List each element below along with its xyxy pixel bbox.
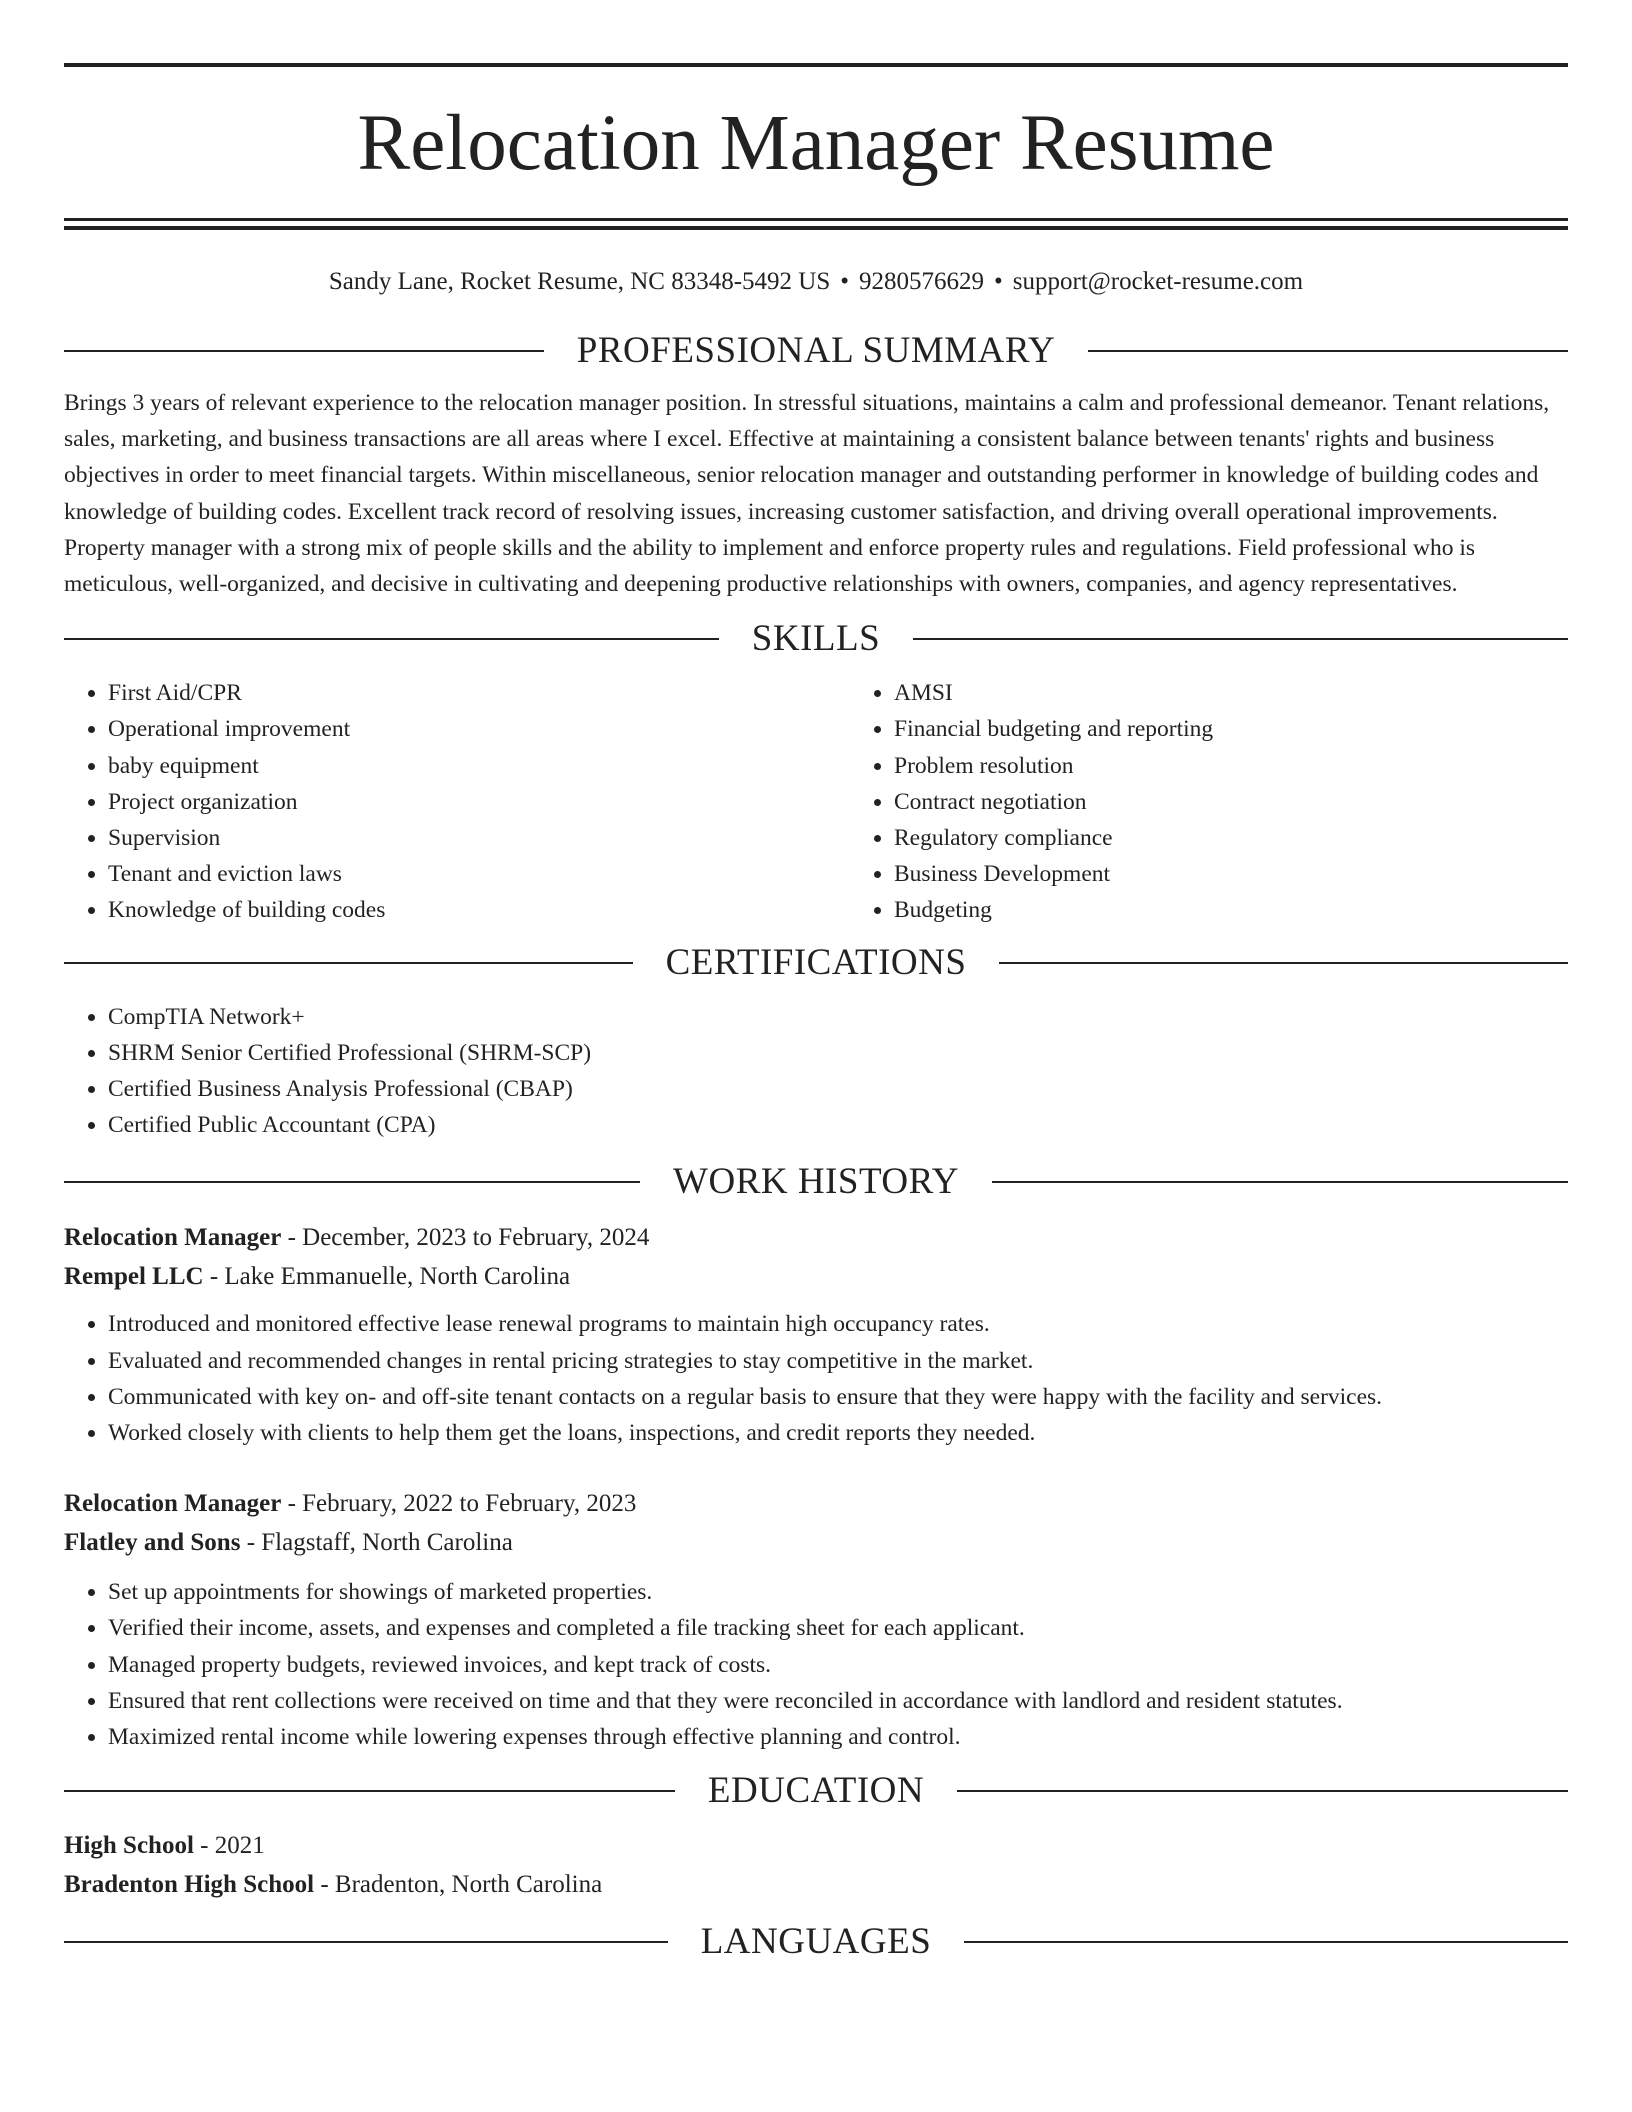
contact-separator: • (994, 268, 1003, 295)
list-item: • Maximized rental income while lowering expenses through effective planning and control. (108, 1719, 1568, 1755)
top-rule (64, 63, 1568, 67)
contact-phone: 9280576629 (859, 268, 985, 295)
heading-rule (999, 962, 1568, 964)
certifications-list (64, 999, 1568, 1144)
heading-rule (1088, 350, 1568, 352)
education-year: - 2021 (193, 1832, 265, 1860)
section-title: CERTIFICATIONS (665, 941, 967, 983)
heading-rule (64, 638, 719, 640)
heading-rule (992, 1181, 1568, 1183)
education-heading (64, 1767, 1568, 1815)
skills-heading (64, 615, 1568, 663)
skills-right-column (850, 675, 1632, 928)
heading-rule (64, 1181, 640, 1183)
contact-email: support@rocket-resume.com (1012, 268, 1304, 295)
section-title: SKILLS (751, 618, 881, 660)
list-item: • Verified their income, assets, and expenses and completed a file tracking sheet for each applicant. (108, 1610, 1568, 1646)
heading-rule (957, 1790, 1568, 1792)
education-school: Bradenton High School (64, 1871, 315, 1899)
list-item: • Set up appointments for showings of marketed properties. (108, 1574, 1568, 1610)
title-double-rule (64, 218, 1568, 230)
section-title: WORK HISTORY (673, 1161, 959, 1203)
education-location: - Bradenton, North Carolina (314, 1871, 603, 1899)
summary-heading (64, 327, 1568, 375)
list-item: • Operational improvement (108, 711, 850, 747)
job-location: - Flagstaff, North Carolina (240, 1529, 513, 1557)
education-degree: High School (64, 1832, 194, 1860)
section-title: LANGUAGES (700, 1921, 932, 1963)
list-item: • First Aid/CPR (108, 675, 850, 711)
resume-title: Relocation Manager Resume (357, 100, 1275, 187)
list-item: • Worked closely with clients to help them get the loans, inspections, and credit reports they needed. (108, 1415, 1568, 1451)
heading-rule (964, 1941, 1568, 1943)
list-item: • Supervision (108, 820, 850, 856)
list-item: • Ensured that rent collections were received on time and that they were reconciled in accordance with landlord and resident statutes. (108, 1683, 1568, 1719)
heading-rule (64, 1790, 675, 1792)
list-item: • Communicated with key on- and off-site tenant contacts on a regular basis to ensure that they were happy with the facility and services. (108, 1379, 1568, 1415)
list-item: • Managed property budgets, reviewed invoices, and kept track of costs. (108, 1647, 1568, 1683)
job-title-line (64, 1484, 1568, 1523)
languages-heading (64, 1918, 1568, 1966)
job-location: - Lake Emmanuelle, North Carolina (203, 1263, 571, 1291)
list-item: • Tenant and eviction laws (108, 856, 850, 892)
job-company-line (64, 1257, 1568, 1296)
education-school-line (64, 1865, 1568, 1904)
education-entry (64, 1826, 1568, 1904)
job-dates: - February, 2022 to February, 2023 (281, 1490, 637, 1518)
contact-line (64, 266, 1568, 298)
heading-rule (64, 1941, 668, 1943)
skills-left-column (64, 675, 850, 928)
job-company-line (64, 1523, 1568, 1562)
work-history-heading (64, 1158, 1568, 1206)
job-company: Flatley and Sons (64, 1529, 241, 1557)
list-item: • AMSI (894, 675, 1632, 711)
list-item: • Evaluated and recommended changes in rental pricing strategies to stay competitive in the market. (108, 1343, 1568, 1379)
list-item: • Certified Business Analysis Professional (CBAP) (108, 1071, 1568, 1107)
job-entry (64, 1484, 1568, 1755)
list-item: • Certified Public Accountant (CPA) (108, 1107, 1568, 1143)
list-item: • SHRM Senior Certified Professional (SHRM-SCP) (108, 1035, 1568, 1071)
list-item: • Project organization (108, 784, 850, 820)
section-title: PROFESSIONAL SUMMARY (576, 330, 1056, 371)
job-entry (64, 1218, 1568, 1451)
resume-page (64, 0, 1568, 1966)
education-degree-line (64, 1826, 1568, 1865)
list-item: • Business Development (894, 856, 1632, 892)
certifications-heading (64, 939, 1568, 987)
list-item: • Financial budgeting and reporting (894, 711, 1632, 747)
list-item: • Budgeting (894, 892, 1632, 928)
skills-list (64, 675, 1568, 928)
job-title: Relocation Manager (64, 1490, 282, 1518)
list-item: • Contract negotiation (894, 784, 1632, 820)
contact-address: Sandy Lane, Rocket Resume, NC 83348-5492 US (328, 268, 831, 295)
job-bullets (64, 1306, 1568, 1451)
job-bullets (64, 1574, 1568, 1755)
contact-separator: • (840, 268, 850, 295)
summary-text: Brings 3 years of relevant experience to the relocation manager position. In stressful situations, maintains a calm and professional demeanor. Tenant relations, sales, marketing, and business transactions are all areas where I excel. Effective at maintaining a consistent balance between tenants' rights and business objectives in order to meet financial targets. Within miscellaneous, senior relocation manager and outstanding performer in knowledge of building codes and knowledge of building codes. Excellent track record of resolving issues, increasing customer satisfaction, and driving overall operational improvements. Property manager with a strong mix of people skills and the ability to implement and enforce property rules and regulations. Field professional who is meticulous, well-organized, and decisive in cultivating and deepening productive relationships with owners, companies, and agency representatives. (64, 390, 1550, 598)
list-item: • Problem resolution (894, 748, 1632, 784)
list-item: • Introduced and monitored effective lease renewal programs to maintain high occupancy rates. (108, 1306, 1568, 1342)
heading-rule (64, 962, 633, 964)
job-title-line (64, 1218, 1568, 1257)
job-dates: - December, 2023 to February, 2024 (281, 1224, 650, 1252)
section-title: EDUCATION (707, 1770, 925, 1812)
list-item: • Regulatory compliance (894, 820, 1632, 856)
job-company: Rempel LLC (64, 1263, 204, 1291)
job-title: Relocation Manager (64, 1224, 282, 1252)
heading-rule (64, 350, 544, 352)
list-item: • baby equipment (108, 748, 850, 784)
list-item: • CompTIA Network+ (108, 999, 1568, 1035)
heading-rule (913, 638, 1568, 640)
list-item: • Knowledge of building codes (108, 892, 850, 928)
